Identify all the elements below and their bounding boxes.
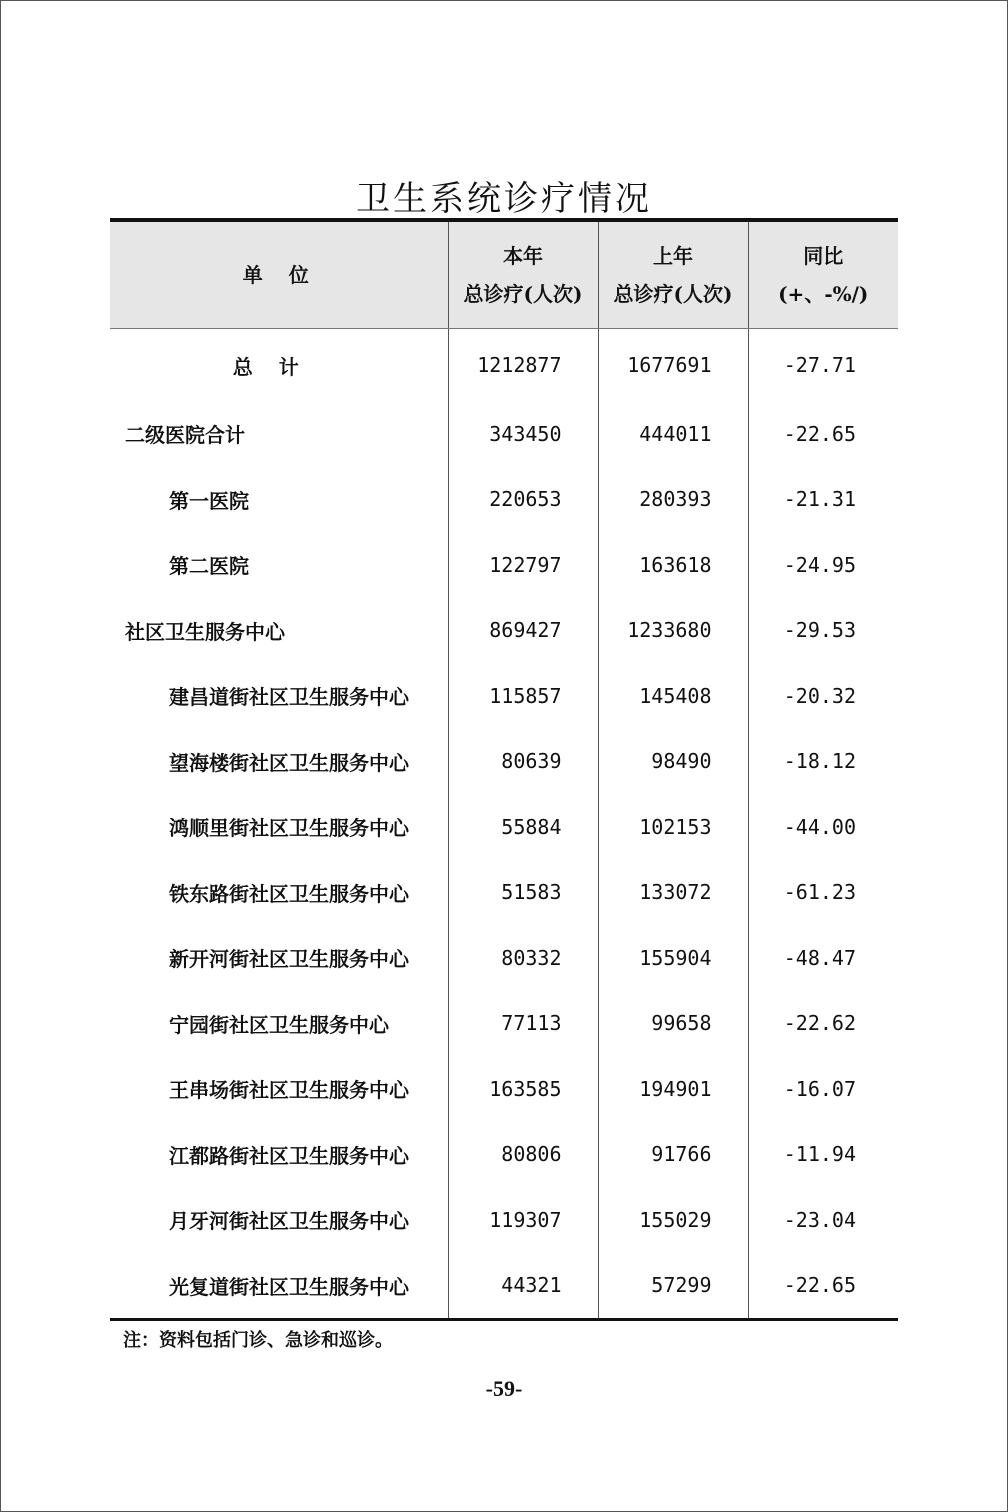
row-this-year: 163585 bbox=[448, 1056, 598, 1122]
row-this-year: 80806 bbox=[448, 1122, 598, 1188]
table-row bbox=[110, 1122, 898, 1188]
row-this-year: 115857 bbox=[448, 663, 598, 729]
row-this-year: 51583 bbox=[448, 860, 598, 926]
row-this-year: 80332 bbox=[448, 925, 598, 991]
row-last-year: 133072 bbox=[598, 860, 748, 926]
row-name: 望海楼街社区卫生服务中心 bbox=[169, 750, 409, 775]
row-name: 江都路街社区卫生服务中心 bbox=[169, 1143, 409, 1168]
row-last-year: 145408 bbox=[598, 663, 748, 729]
table-row bbox=[110, 663, 898, 729]
row-name: 王串场街社区卫生服务中心 bbox=[169, 1078, 409, 1103]
row-yoy: -11.94 bbox=[748, 1122, 898, 1188]
header-last-year bbox=[598, 220, 748, 329]
row-last-year: 280393 bbox=[598, 467, 748, 533]
row-name: 第二医院 bbox=[169, 554, 249, 579]
table-row bbox=[110, 329, 898, 402]
table-note: 注：资料包括门诊、急诊和巡诊。 bbox=[123, 1330, 393, 1351]
row-last-year: 155029 bbox=[598, 1187, 748, 1253]
row-this-year: 122797 bbox=[448, 532, 598, 598]
row-yoy: -16.07 bbox=[748, 1056, 898, 1122]
page-number: -59- bbox=[485, 1376, 523, 1401]
header-last-year-line2: 总诊疗(人次) bbox=[613, 282, 733, 306]
row-last-year: 1677691 bbox=[598, 329, 748, 402]
row-this-year: 1212877 bbox=[448, 329, 598, 402]
row-last-year: 163618 bbox=[598, 532, 748, 598]
row-this-year: 55884 bbox=[448, 794, 598, 860]
table-body bbox=[110, 329, 898, 1320]
header-yoy-line1: 同比 bbox=[803, 244, 844, 268]
row-name: 铁东路街社区卫生服务中心 bbox=[169, 881, 409, 906]
table-row bbox=[110, 401, 898, 467]
header-yoy-line2: (+、-%/) bbox=[778, 282, 869, 306]
row-yoy: -22.65 bbox=[748, 1253, 898, 1320]
row-last-year: 444011 bbox=[598, 401, 748, 467]
row-last-year: 1233680 bbox=[598, 598, 748, 664]
row-yoy: -23.04 bbox=[748, 1187, 898, 1253]
header-row bbox=[110, 220, 898, 329]
header-last-year-line1: 上年 bbox=[653, 244, 693, 268]
row-last-year: 91766 bbox=[598, 1122, 748, 1188]
row-name: 新开河街社区卫生服务中心 bbox=[169, 947, 409, 972]
table-row bbox=[110, 467, 898, 533]
row-yoy: -29.53 bbox=[748, 598, 898, 664]
header-this-year bbox=[448, 220, 598, 329]
row-this-year: 220653 bbox=[448, 467, 598, 533]
table-row bbox=[110, 598, 898, 664]
table-row bbox=[110, 860, 898, 926]
table-header bbox=[110, 220, 898, 329]
row-name: 二级医院合计 bbox=[125, 423, 245, 448]
page-title: 卫生系统诊疗情况 bbox=[356, 178, 652, 219]
table-row bbox=[110, 1187, 898, 1253]
row-this-year: 44321 bbox=[448, 1253, 598, 1320]
row-yoy: -21.31 bbox=[748, 467, 898, 533]
row-name: 总计 bbox=[232, 354, 325, 379]
row-yoy: -24.95 bbox=[748, 532, 898, 598]
row-yoy: -22.65 bbox=[748, 401, 898, 467]
row-name: 第一医院 bbox=[169, 488, 249, 513]
row-this-year: 869427 bbox=[448, 598, 598, 664]
header-yoy bbox=[748, 220, 898, 329]
row-yoy: -27.71 bbox=[748, 329, 898, 402]
row-this-year: 119307 bbox=[448, 1187, 598, 1253]
table-row bbox=[110, 729, 898, 795]
row-yoy: -44.00 bbox=[748, 794, 898, 860]
row-name: 宁园街社区卫生服务中心 bbox=[169, 1012, 389, 1037]
row-last-year: 194901 bbox=[598, 1056, 748, 1122]
row-this-year: 343450 bbox=[448, 401, 598, 467]
row-name: 社区卫生服务中心 bbox=[125, 619, 285, 644]
row-yoy: -61.23 bbox=[748, 860, 898, 926]
row-yoy: -22.62 bbox=[748, 991, 898, 1057]
row-name: 建昌道街社区卫生服务中心 bbox=[169, 685, 409, 710]
table-row bbox=[110, 532, 898, 598]
header-unit: 单位 bbox=[110, 220, 448, 329]
row-this-year: 80639 bbox=[448, 729, 598, 795]
row-last-year: 99658 bbox=[598, 991, 748, 1057]
row-last-year: 57299 bbox=[598, 1253, 748, 1320]
row-last-year: 98490 bbox=[598, 729, 748, 795]
row-yoy: -48.47 bbox=[748, 925, 898, 991]
diagnosis-table bbox=[110, 218, 898, 1321]
header-this-year-line2: 总诊疗(人次) bbox=[463, 282, 583, 306]
row-last-year: 102153 bbox=[598, 794, 748, 860]
row-this-year: 77113 bbox=[448, 991, 598, 1057]
table-row bbox=[110, 1253, 898, 1320]
row-yoy: -20.32 bbox=[748, 663, 898, 729]
row-name: 月牙河街社区卫生服务中心 bbox=[169, 1209, 409, 1234]
table-row bbox=[110, 1056, 898, 1122]
row-name: 鸿顺里街社区卫生服务中心 bbox=[169, 816, 409, 841]
row-last-year: 155904 bbox=[598, 925, 748, 991]
header-this-year-line1: 本年 bbox=[503, 244, 543, 268]
table-row bbox=[110, 794, 898, 860]
table-row bbox=[110, 925, 898, 991]
table-row bbox=[110, 991, 898, 1057]
row-name: 光复道街社区卫生服务中心 bbox=[110, 1253, 448, 1320]
data-table-wrapper bbox=[110, 218, 898, 1321]
row-yoy: -18.12 bbox=[748, 729, 898, 795]
